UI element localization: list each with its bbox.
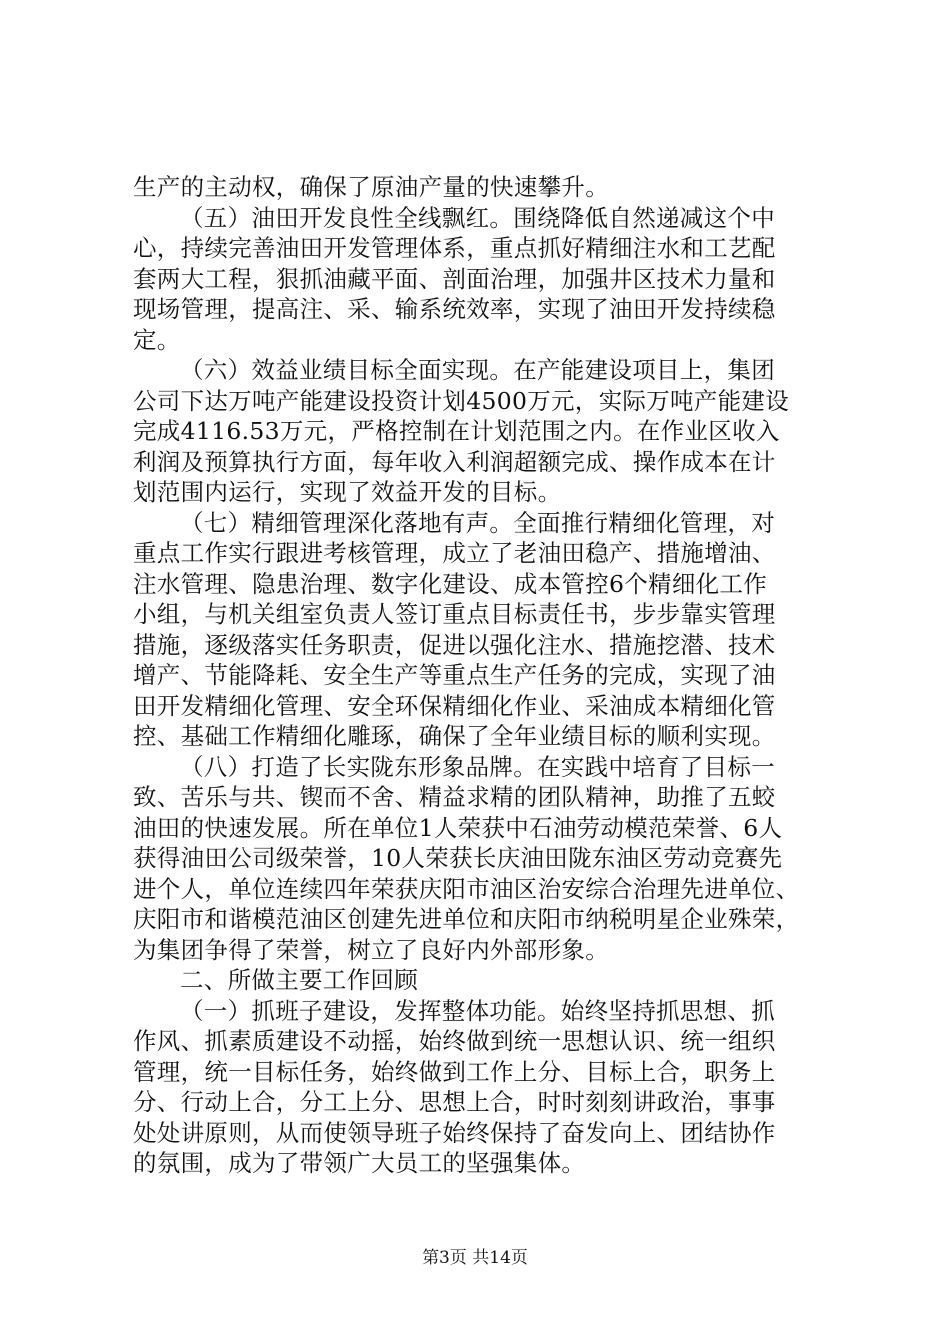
- text-line: （五）油田开发良性全线飘红。围绕降低自然递减这个中: [180, 203, 775, 232]
- text-line: 庆阳市和谐模范油区创建先进单位和庆阳市纳税明星企业殊荣，: [133, 905, 800, 933]
- text-line: 致、苦乐与共、锲而不舍、精益求精的团队精神，助推了五蛟: [133, 783, 776, 811]
- text-line: 处处讲原则，从而使领导班子始终保持了奋发向上、团结协作: [133, 1118, 776, 1147]
- text-line: 进个人，单位连续四年荣获庆阳市油区治安综合治理先进单位、: [133, 874, 800, 903]
- text-line: （一）抓班子建设，发挥整体功能。始终坚持抓思想、抓: [180, 996, 775, 1025]
- text-line: 完成4116.53万元，严格控制在计划范围之内。在作业区收入: [133, 417, 780, 445]
- text-line: 控、基础工作精细化雕琢，确保了全年业绩目标的顺利实现。: [133, 722, 776, 750]
- text-line: 心，持续完善油田开发管理体系，重点抓好精细注水和工艺配: [133, 234, 776, 262]
- text-line: 小组，与机关组室负责人签订重点目标责任书，步步靠实管理: [133, 600, 776, 628]
- text-line: （八）打造了长实陇东形象品牌。在实践中培育了目标一: [180, 752, 775, 781]
- text-line: 分、行动上合，分工上分、思想上合，时时刻刻讲政治，事事: [133, 1088, 776, 1116]
- text-line: 生产的主动权，确保了原油产量的快速攀升。: [133, 173, 609, 201]
- text-line: 增产、节能降耗、安全生产等重点生产任务的完成，实现了油: [133, 661, 776, 689]
- text-line: （七）精细管理深化落地有声。全面推行精细化管理，对: [180, 508, 775, 537]
- text-line: 注水管理、隐患治理、数字化建设、成本管控6个精细化工作: [133, 569, 768, 598]
- text-line: 二、所做主要工作回顾: [180, 966, 418, 994]
- text-line: 油田的快速发展。所在单位1人荣获中石油劳动模范荣誉、6人: [133, 813, 783, 842]
- text-line: 作风、抓素质建设不动摇，始终做到统一思想认识、统一组织: [133, 1027, 776, 1055]
- text-line: 公司下达万吨产能建设投资计划4500万元，实际万吨产能建设: [133, 386, 790, 415]
- text-line: 管理，统一目标任务，始终做到工作上分、目标上合，职务上: [133, 1057, 776, 1086]
- page-footer: 第3页 共14页: [422, 1248, 528, 1268]
- body-text: [133, 172, 833, 1179]
- text-line: 定。: [133, 325, 181, 354]
- text-line: 套两大工程，狠抓油藏平面、剖面治理，加强井区技术力量和: [133, 264, 776, 293]
- text-line: 田开发精细化管理、安全环保精细化作业、采油成本精细化管: [133, 691, 776, 720]
- text-line: （六）效益业绩目标全面实现。在产能建设项目上，集团: [180, 356, 775, 384]
- text-line: 获得油田公司级荣誉，10人荣获长庆油田陇东油区劳动竞赛先: [133, 844, 783, 872]
- text-line: 利润及预算执行方面，每年收入利润超额完成、操作成本在计: [133, 447, 776, 476]
- text-line: 现场管理，提高注、采、输系统效率，实现了油田开发持续稳: [133, 295, 776, 323]
- text-line: 的氛围，成为了带领广大员工的坚强集体。: [133, 1149, 586, 1177]
- text-line: 重点工作实行跟进考核管理，成立了老油田稳产、措施增油、: [133, 539, 776, 567]
- text-line: 为集团争得了荣誉，树立了良好内外部形象。: [133, 935, 609, 964]
- text-line: 划范围内运行，实现了效益开发的目标。: [133, 478, 562, 506]
- text-line: 措施，逐级落实任务职责，促进以强化注水、措施挖潜、技术: [133, 630, 776, 659]
